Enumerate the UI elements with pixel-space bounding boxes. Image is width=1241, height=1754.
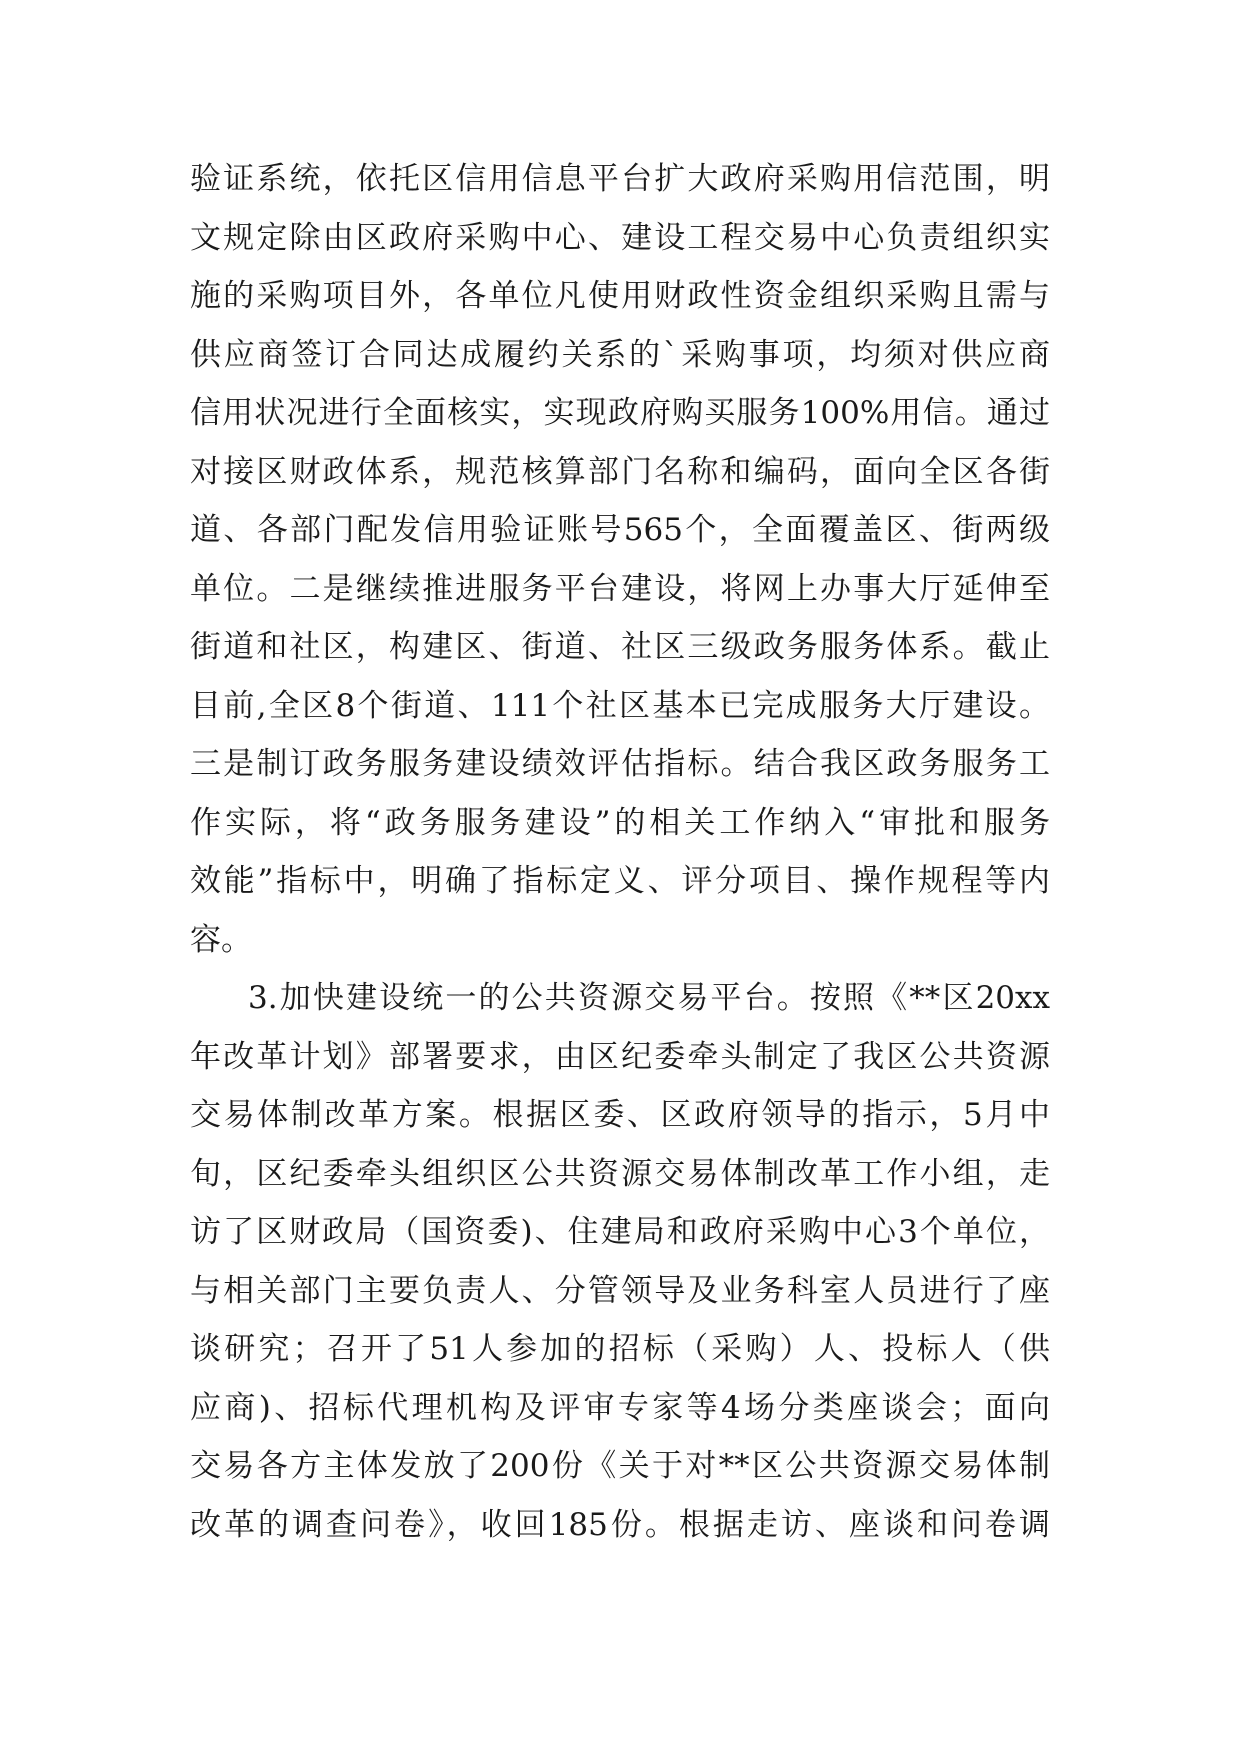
text-line: 与相关部门主要负责人、分管领导及业务科室人员进行了座 (190, 1272, 1050, 1309)
text-line: 交易体制改革方案。根据区委、区政府领导的指示，5月中 (190, 1097, 1050, 1133)
text-line: 目前,全区8个街道、111个社区基本已完成服务大厅建设。 (190, 687, 1050, 724)
text-line: 作实际，将“政务服务建设”的相关工作纳入“审批和服务 (190, 804, 1050, 841)
text-line: 效能”指标中，明确了指标定义、评分项目、操作规程等内 (190, 863, 1050, 899)
text-line: 对接区财政体系，规范核算部门名称和编码，面向全区各街 (190, 453, 1050, 490)
text-line: 街道和社区，构建区、街道、社区三级政务服务体系。截止 (190, 629, 1050, 665)
text-line: 供应商签订合同达成履约关系的`采购事项，均须对供应商 (190, 336, 1050, 373)
text-line: 单位。二是继续推进服务平台建设，将网上办事大厅延伸至 (190, 570, 1050, 607)
paragraph-1 (190, 150, 1050, 969)
paragraph-2 (190, 969, 1050, 1554)
text-line: 三是制订政务服务建设绩效评估指标。结合我区政务服务工 (190, 746, 1050, 782)
text-line: 年改革计划》部署要求，由区纪委牵头制定了我区公共资源 (190, 1038, 1050, 1075)
text-line: 文规定除由区政府采购中心、建设工程交易中心负责组织实 (190, 219, 1050, 256)
text-line: 信用状况进行全面核实，实现政府购买服务100%用信。通过 (190, 395, 1050, 431)
text-line: 改革的调查问卷》，收回185份。根据走访、座谈和问卷调 (190, 1506, 1050, 1543)
text-line: 容。 (190, 921, 252, 958)
text-line: 施的采购项目外，各单位凡使用财政性资金组织采购且需与 (190, 278, 1050, 314)
text-line: 道、各部门配发信用验证账号565个，全面覆盖区、街两级 (190, 512, 1050, 548)
text-line: 访了区财政局（国资委)、住建局和政府采购中心3个单位， (190, 1214, 1050, 1250)
text-line: 谈研究；召开了51人参加的招标（采购）人、投标人（供 (190, 1331, 1050, 1367)
body-text (190, 150, 1050, 1554)
text-line: 交易各方主体发放了200份《关于对**区公共资源交易体制 (190, 1448, 1050, 1484)
text-line: 3.加快建设统一的公共资源交易平台。按照《**区20xx (248, 980, 1050, 1016)
text-line: 验证系统，依托区信用信息平台扩大政府采购用信范围，明 (190, 161, 1050, 197)
text-line: 应商)、招标代理机构及评审专家等4场分类座谈会；面向 (190, 1389, 1050, 1426)
text-line: 旬，区纪委牵头组织区公共资源交易体制改革工作小组，走 (190, 1155, 1050, 1192)
